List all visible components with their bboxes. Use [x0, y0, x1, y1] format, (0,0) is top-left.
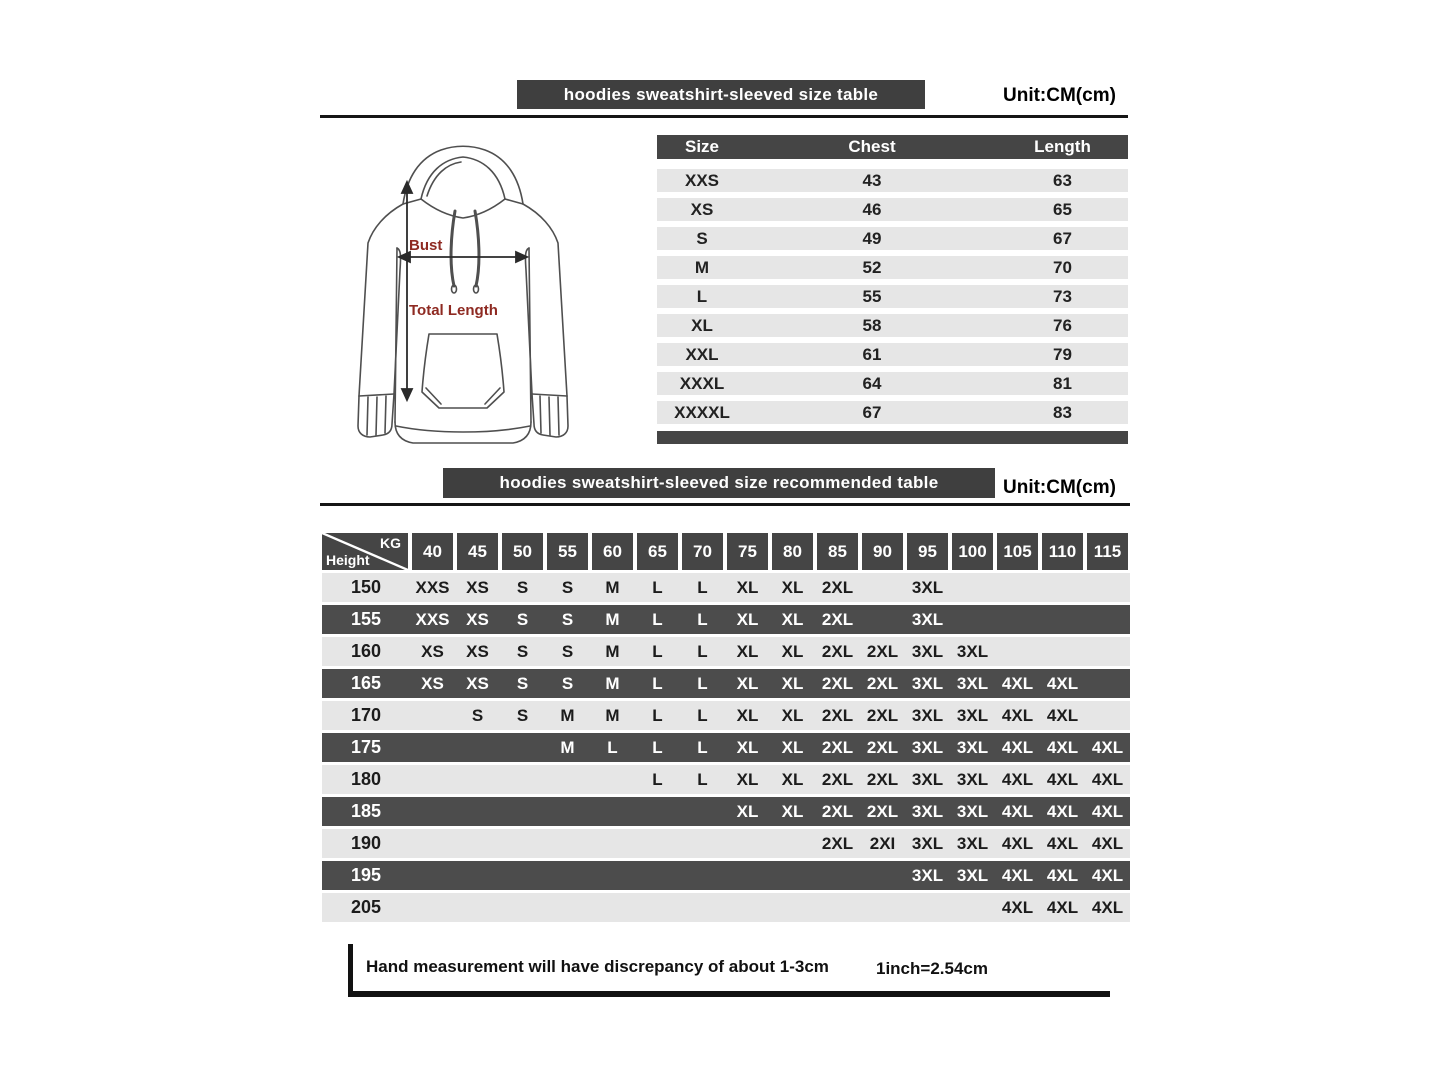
size-table-title: hoodies sweatshirt-sleeved size table: [563, 84, 879, 104]
size-cell: XS: [690, 199, 714, 219]
matrix-size-cell: S: [561, 673, 574, 693]
height-label: 165: [350, 673, 382, 693]
height-label: 195: [350, 865, 382, 885]
matrix-corner-cell: [322, 533, 408, 570]
matrix-size-cell: 4XL: [1091, 801, 1124, 821]
matrix-size-cell: 4XL: [1046, 897, 1079, 917]
matrix-size-cell: L: [697, 641, 708, 661]
chest-cell: 61: [862, 344, 882, 364]
size-table-row: [657, 256, 1128, 279]
matrix-size-cell: 2XL: [821, 705, 854, 725]
matrix-size-cell: 3XL: [956, 833, 989, 853]
unit-label-top: Unit:CM(cm): [1003, 85, 1116, 106]
matrix-size-cell: L: [652, 577, 663, 597]
matrix-size-cell: L: [697, 737, 708, 757]
size-table-title-bar: [517, 80, 925, 109]
matrix-size-cell: 4XL: [1001, 673, 1034, 693]
matrix-size-cell: S: [516, 705, 529, 725]
height-label: 175: [350, 737, 382, 757]
matrix-size-cell: 2XL: [821, 577, 854, 597]
matrix-size-cell: S: [561, 577, 574, 597]
measurement-note: Hand measurement will have discrepancy of about 1-3cm: [366, 957, 829, 976]
matrix-row: [322, 893, 1130, 922]
matrix-size-cell: M: [605, 705, 620, 725]
matrix-row: [322, 765, 1130, 794]
matrix-size-cell: L: [697, 705, 708, 725]
divider-line-bottom: [320, 503, 1130, 506]
matrix-size-cell: 3XL: [956, 641, 989, 661]
matrix-size-cell: 3XL: [911, 673, 944, 693]
matrix-size-cell: XL: [781, 673, 804, 693]
height-label: 170: [350, 705, 382, 725]
unit-label-bottom: Unit:CM(cm): [1003, 477, 1116, 498]
matrix-size-cell: M: [605, 673, 620, 693]
matrix-size-cell: 4XL: [1001, 865, 1034, 885]
matrix-size-cell: 2XL: [866, 705, 899, 725]
matrix-size-cell: S: [561, 609, 574, 629]
matrix-row: [322, 669, 1130, 698]
matrix-size-cell: XL: [781, 769, 804, 789]
matrix-size-cell: 4XL: [1046, 705, 1079, 725]
matrix-size-cell: 2XI: [869, 833, 896, 853]
height-label: 160: [350, 641, 382, 661]
matrix-size-cell: 4XL: [1001, 897, 1034, 917]
matrix-size-cell: 2XL: [821, 833, 854, 853]
hood-outline: [403, 146, 523, 204]
matrix-size-cell: XL: [781, 737, 804, 757]
matrix-size-cell: 3XL: [956, 737, 989, 757]
matrix-size-cell: 3XL: [956, 865, 989, 885]
chest-cell: 46: [862, 199, 882, 219]
size-cell: XXL: [685, 344, 719, 364]
column-header-length: Length: [1034, 137, 1091, 156]
bust-label: Bust: [409, 237, 443, 254]
matrix-size-cell: 2XL: [866, 737, 899, 757]
matrix-size-cell: S: [516, 609, 529, 629]
matrix-size-cell: S: [516, 641, 529, 661]
matrix-size-cell: 4XL: [1046, 673, 1079, 693]
matrix-size-cell: M: [605, 609, 620, 629]
matrix-size-cell: 3XL: [911, 577, 944, 597]
size-table-row: [657, 372, 1128, 395]
size-table-row: [657, 285, 1128, 308]
matrix-size-cell: 3XL: [956, 801, 989, 821]
chest-cell: 67: [862, 402, 882, 422]
matrix-size-cell: 2XL: [821, 641, 854, 661]
weight-header-cell: 110: [1042, 533, 1083, 570]
matrix-size-cell: XL: [781, 801, 804, 821]
matrix-size-cell: 3XL: [911, 705, 944, 725]
matrix-size-cell: L: [652, 673, 663, 693]
size-cell: XL: [691, 315, 713, 335]
column-header-chest: Chest: [848, 137, 896, 156]
chest-cell: 52: [862, 257, 882, 277]
matrix-size-cell: L: [652, 769, 663, 789]
matrix-size-cell: XL: [736, 673, 759, 693]
corner-height-label: Height: [326, 552, 370, 568]
matrix-size-cell: 2XL: [821, 609, 854, 629]
matrix-row: [322, 637, 1130, 666]
inch-conversion-note: 1inch=2.54cm: [876, 959, 988, 978]
matrix-row: [322, 829, 1130, 858]
matrix-size-cell: 3XL: [956, 769, 989, 789]
corner-kg-label: KG: [380, 535, 401, 551]
matrix-size-cell: M: [605, 577, 620, 597]
matrix-size-cell: L: [697, 577, 708, 597]
size-table-row: [657, 227, 1128, 250]
chest-cell: 49: [862, 228, 882, 248]
size-table-rows: [657, 169, 1128, 424]
matrix-size-cell: L: [697, 609, 708, 629]
matrix-size-cell: XS: [466, 641, 489, 661]
matrix-size-cell: 2XL: [821, 737, 854, 757]
matrix-size-cell: L: [652, 609, 663, 629]
matrix-size-cell: 3XL: [911, 641, 944, 661]
matrix-size-cell: L: [607, 737, 618, 757]
matrix-row: [322, 797, 1130, 826]
hoodie-measurement-diagram: [335, 138, 605, 456]
recommended-table-title: hoodies sweatshirt-sleeved size recommended table: [499, 473, 939, 492]
matrix-size-cell: 2XL: [866, 673, 899, 693]
weight-header-cell: 45: [457, 533, 498, 570]
matrix-size-cell: 3XL: [911, 609, 944, 629]
matrix-row: [322, 701, 1130, 730]
matrix-size-cell: 3XL: [956, 673, 989, 693]
matrix-size-cell: XS: [421, 673, 444, 693]
matrix-size-cell: XL: [736, 641, 759, 661]
matrix-row: [322, 861, 1130, 890]
weight-header-cell: 75: [727, 533, 768, 570]
size-table-row: [657, 314, 1128, 337]
matrix-size-cell: 4XL: [1046, 737, 1079, 757]
height-label: 190: [350, 833, 382, 853]
matrix-size-cell: M: [560, 737, 575, 757]
matrix-size-cell: 2XL: [866, 801, 899, 821]
matrix-size-cell: 3XL: [911, 833, 944, 853]
matrix-size-cell: XXS: [415, 609, 450, 629]
matrix-size-cell: L: [697, 769, 708, 789]
length-cell: 70: [1053, 257, 1072, 277]
matrix-size-cell: XL: [736, 737, 759, 757]
matrix-size-cell: 4XL: [1046, 801, 1079, 821]
divider-line-top: [320, 115, 1128, 118]
matrix-size-cell: XL: [781, 641, 804, 661]
size-cell: L: [696, 286, 708, 306]
matrix-size-cell: M: [605, 641, 620, 661]
chest-cell: 55: [862, 286, 882, 306]
size-table-footer-bar: [657, 431, 1128, 444]
note-vertical-bar: [348, 944, 353, 997]
torso-left: [395, 248, 397, 422]
size-cell: XXXXL: [674, 402, 730, 422]
size-table-row: [657, 401, 1128, 424]
matrix-size-cell: 3XL: [911, 769, 944, 789]
total-length-label: Total Length: [409, 302, 498, 319]
matrix-row: [322, 605, 1130, 634]
weight-header-cell: 40: [412, 533, 453, 570]
weight-header-cell: 85: [817, 533, 858, 570]
matrix-header: [322, 533, 1130, 570]
weight-header-cell: 55: [547, 533, 588, 570]
length-cell: 81: [1053, 373, 1072, 393]
weight-header-cell: 115: [1087, 533, 1128, 570]
size-table-row: [657, 343, 1128, 366]
length-cell: 67: [1053, 228, 1072, 248]
matrix-size-cell: 2XL: [821, 769, 854, 789]
weight-header-cell: 90: [862, 533, 903, 570]
matrix-size-cell: L: [652, 705, 663, 725]
height-label: 180: [350, 769, 382, 789]
height-label: 185: [350, 801, 382, 821]
weight-header-cell: 70: [682, 533, 723, 570]
matrix-size-cell: M: [560, 705, 575, 725]
matrix-size-cell: XS: [466, 673, 489, 693]
weight-header-cell: 80: [772, 533, 813, 570]
matrix-size-cell: 4XL: [1046, 833, 1079, 853]
recommended-table-title-bar: [443, 468, 995, 498]
matrix-size-cell: S: [516, 577, 529, 597]
length-cell: 83: [1053, 402, 1072, 422]
matrix-size-cell: 2XL: [821, 801, 854, 821]
matrix-size-cell: 4XL: [1001, 737, 1034, 757]
matrix-size-cell: XL: [781, 705, 804, 725]
column-header-size: Size: [684, 137, 720, 156]
weight-header-cell: 95: [907, 533, 948, 570]
matrix-row: [322, 733, 1130, 762]
size-table-row: [657, 198, 1128, 221]
weight-header-cell: 50: [502, 533, 543, 570]
height-label: 205: [350, 897, 382, 917]
size-cell: XXS: [684, 170, 720, 190]
matrix-row: [322, 573, 1130, 602]
matrix-size-cell: 4XL: [1091, 737, 1124, 757]
matrix-size-cell: S: [516, 673, 529, 693]
recommended-matrix: [322, 533, 1130, 922]
matrix-size-cell: XS: [421, 641, 444, 661]
matrix-size-cell: S: [561, 641, 574, 661]
matrix-size-cell: 4XL: [1046, 865, 1079, 885]
length-cell: 79: [1053, 344, 1072, 364]
weight-header-cell: 65: [637, 533, 678, 570]
size-cell: S: [696, 228, 708, 248]
matrix-size-cell: 4XL: [1091, 897, 1124, 917]
total-length-arrow: [402, 182, 412, 400]
matrix-size-cell: 2XL: [866, 641, 899, 661]
matrix-size-cell: 3XL: [911, 737, 944, 757]
matrix-size-cell: XL: [736, 577, 759, 597]
matrix-size-cell: 3XL: [956, 705, 989, 725]
matrix-size-cell: 4XL: [1001, 801, 1034, 821]
matrix-size-cell: 4XL: [1001, 833, 1034, 853]
length-cell: 65: [1053, 199, 1072, 219]
size-cell: XXXL: [679, 373, 725, 393]
note-horizontal-bar: [348, 991, 1110, 997]
matrix-size-cell: XS: [466, 577, 489, 597]
length-cell: 76: [1053, 315, 1072, 335]
matrix-size-cell: XS: [466, 609, 489, 629]
matrix-size-cell: XL: [736, 705, 759, 725]
chest-cell: 43: [862, 170, 882, 190]
weight-header-cell: 100: [952, 533, 993, 570]
matrix-size-cell: XXS: [415, 577, 450, 597]
matrix-size-cell: L: [652, 641, 663, 661]
size-table-row: [657, 169, 1128, 192]
matrix-size-cell: 2XL: [866, 769, 899, 789]
height-label: 150: [350, 577, 382, 597]
weight-header-cell: 105: [997, 533, 1038, 570]
matrix-size-cell: L: [697, 673, 708, 693]
matrix-size-cell: XL: [781, 577, 804, 597]
chest-cell: 64: [862, 373, 882, 393]
matrix-size-cell: 3XL: [911, 865, 944, 885]
matrix-size-cell: XL: [736, 609, 759, 629]
drawstrings: [451, 211, 479, 286]
matrix-size-cell: 4XL: [1091, 865, 1124, 885]
matrix-size-cell: XL: [736, 801, 759, 821]
length-cell: 63: [1053, 170, 1072, 190]
matrix-size-cell: 2XL: [821, 673, 854, 693]
matrix-size-cell: S: [471, 705, 484, 725]
size-table-header: [657, 135, 1128, 159]
matrix-size-cell: L: [652, 737, 663, 757]
matrix-size-cell: XL: [736, 769, 759, 789]
matrix-size-cell: 4XL: [1046, 769, 1079, 789]
size-table: [657, 135, 1128, 444]
matrix-size-cell: 4XL: [1091, 769, 1124, 789]
size-cell: M: [694, 257, 710, 277]
matrix-size-cell: XL: [781, 609, 804, 629]
chest-cell: 58: [862, 315, 882, 335]
matrix-size-cell: 4XL: [1001, 705, 1034, 725]
length-cell: 73: [1053, 286, 1072, 306]
matrix-rows: [322, 573, 1130, 922]
matrix-size-cell: 3XL: [911, 801, 944, 821]
matrix-size-cell: 4XL: [1091, 833, 1124, 853]
weight-header-cell: 60: [592, 533, 633, 570]
matrix-size-cell: 4XL: [1001, 769, 1034, 789]
height-label: 155: [350, 609, 382, 629]
